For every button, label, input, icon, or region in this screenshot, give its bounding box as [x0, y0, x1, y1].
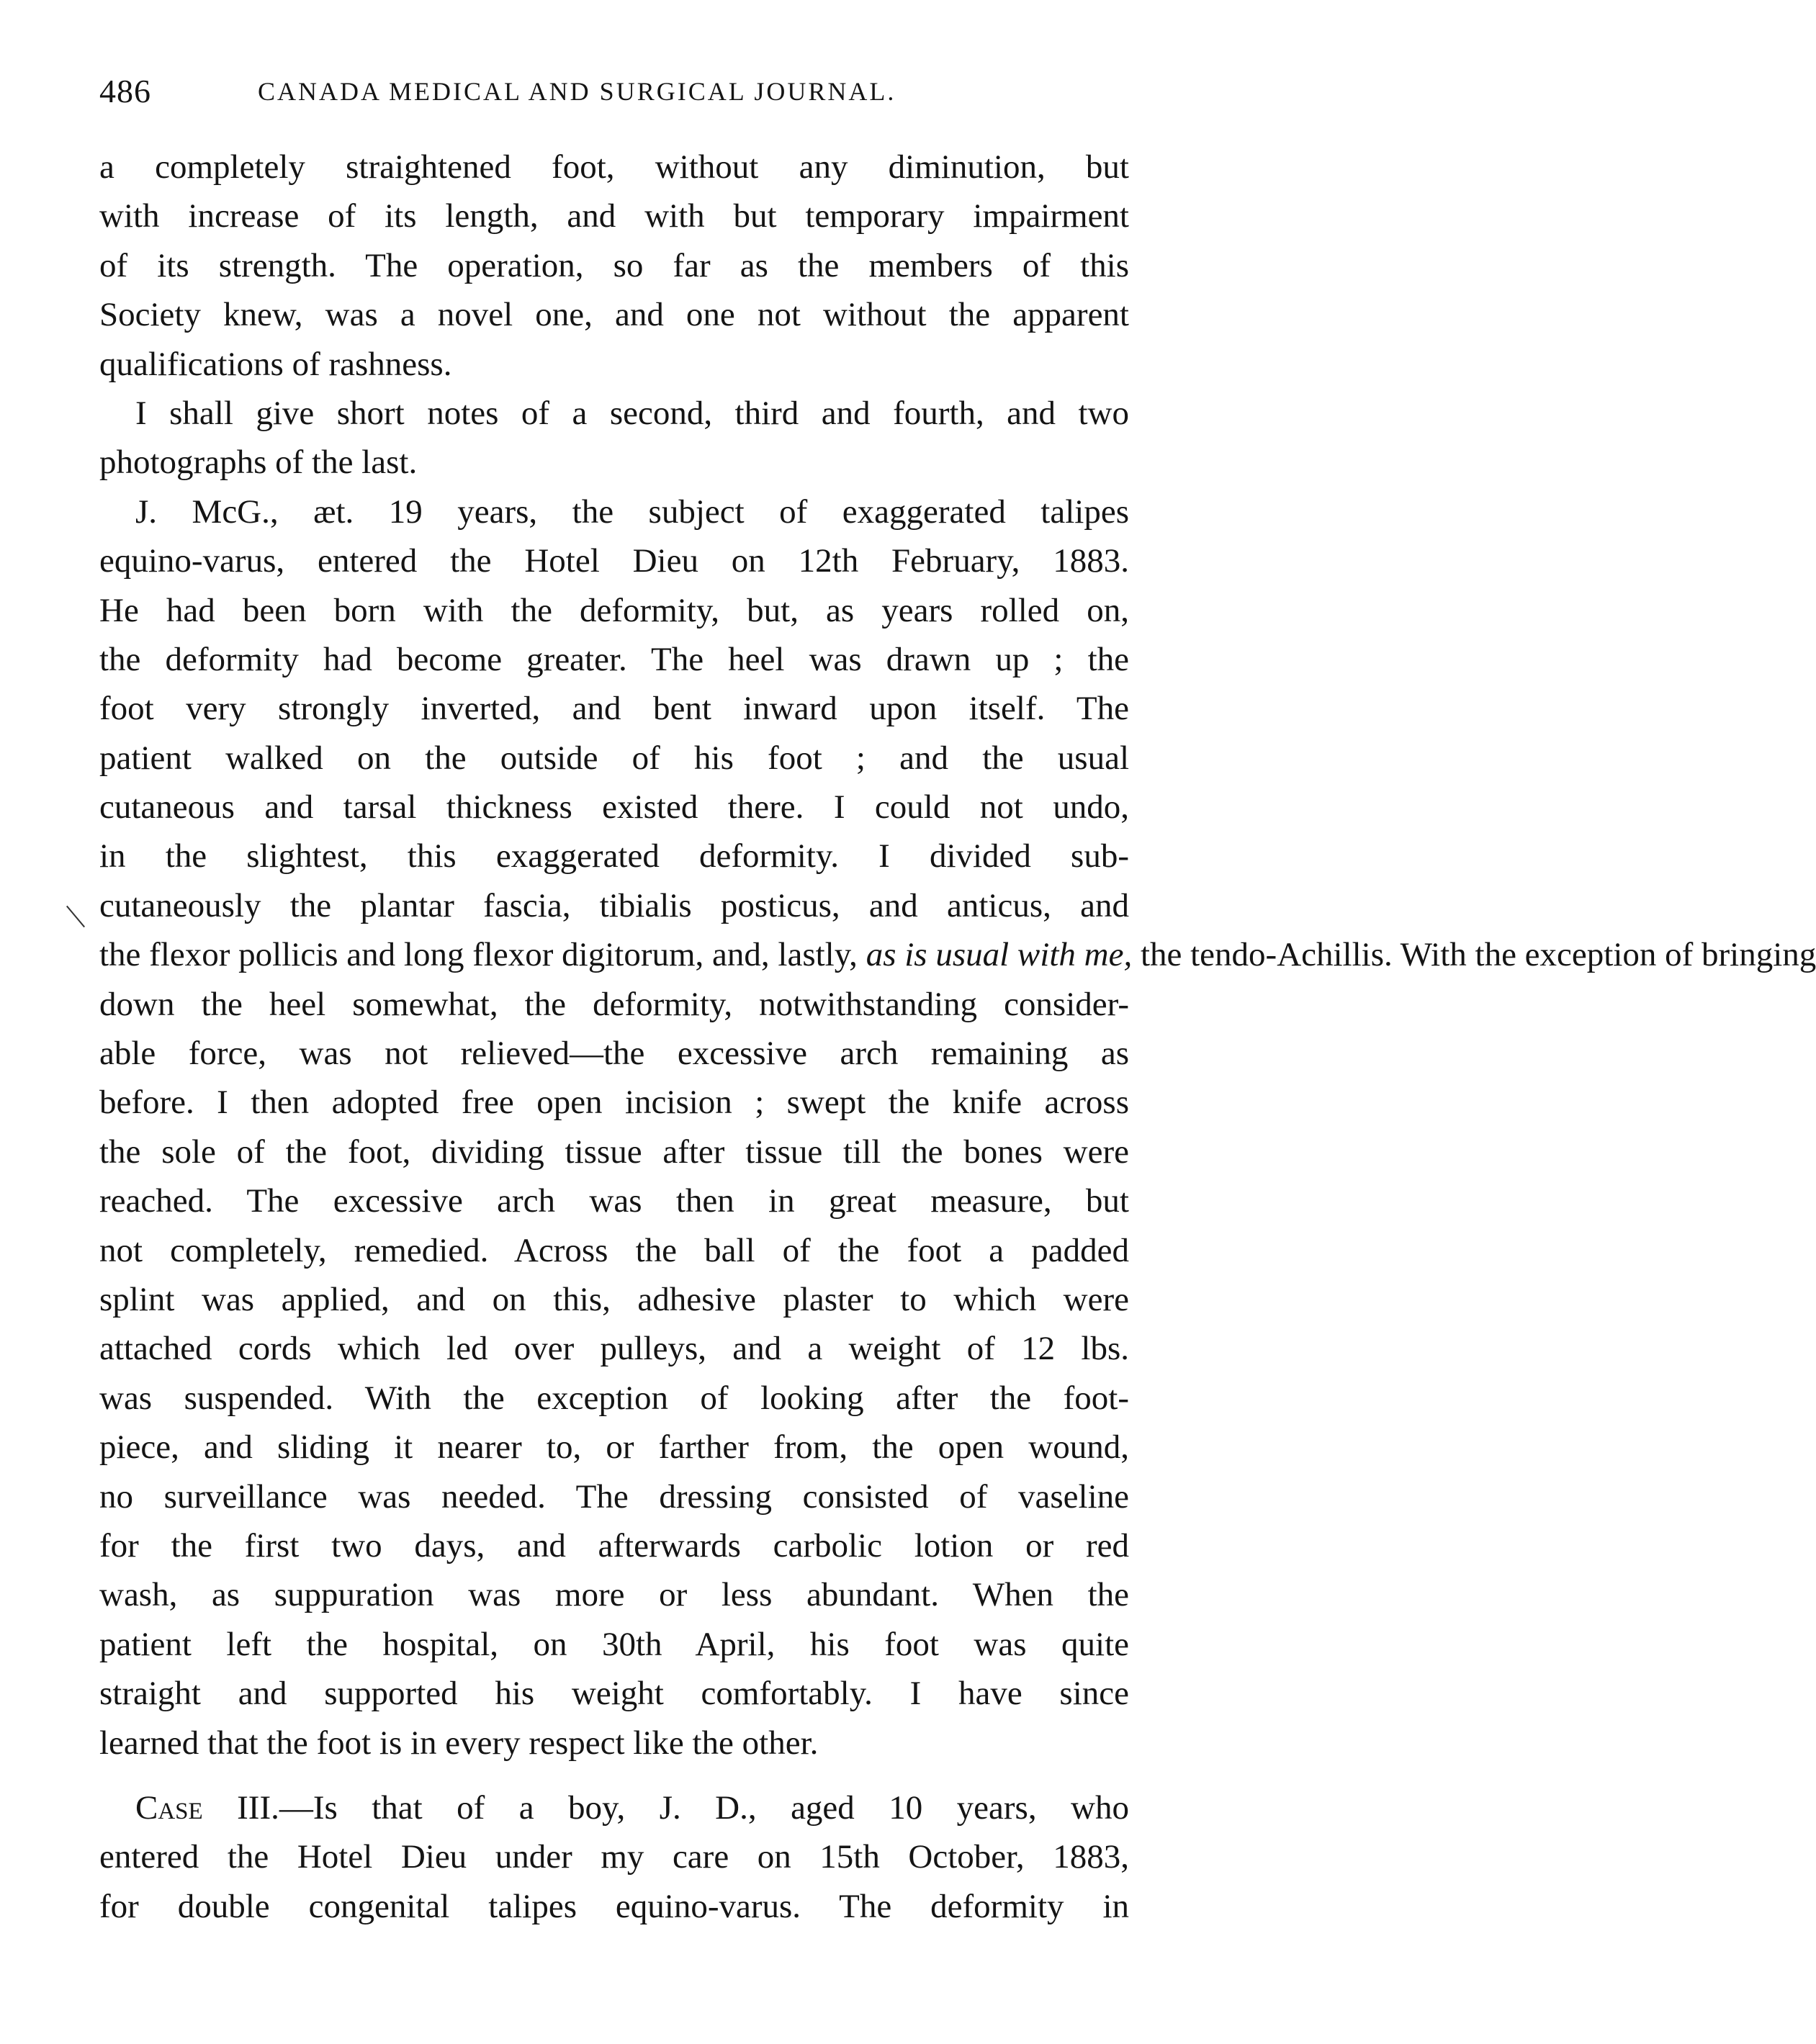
- text-line: piece, and sliding it nearer to, or farther from, the open wound,: [99, 1428, 1129, 1467]
- text-line: qualifications of rashness.: [99, 345, 452, 383]
- text-line: with increase of its length, and with but temporary impairment: [99, 197, 1129, 235]
- running-title: CANADA MEDICAL AND SURGICAL JOURNAL.: [258, 77, 896, 106]
- text-segment: the flexor pollicis and long flexor digitorum, and, lastly,: [99, 936, 858, 974]
- text-line: in the slightest, this exaggerated deformity. I divided sub-: [99, 837, 1129, 875]
- text-line: wash, as suppuration was more or less abundant. When the: [99, 1576, 1129, 1614]
- text-line: patient walked on the outside of his foot ; and the usual: [99, 739, 1129, 777]
- text-line: for the first two days, and afterwards carbolic lotion or red: [99, 1526, 1129, 1564]
- text-line: a completely straightened foot, without any diminution, but: [99, 148, 1129, 186]
- text-line: [99, 1783, 1129, 1832]
- page-number: 486: [99, 73, 151, 109]
- text-line: He had been born with the deformity, but, as years rolled on,: [99, 591, 1129, 629]
- body-text: [99, 143, 1816, 1931]
- text-segment: the tendo-Achillis. With the exception of bringing: [1132, 936, 1816, 974]
- text-line: equino-varus, entered the Hotel Dieu on 12th February, 1883.: [99, 542, 1129, 580]
- margin-mark: [66, 906, 85, 927]
- text-line: the deformity had become greater. The heel was drawn up ; the: [99, 640, 1129, 678]
- text-line: before. I then adopted free open incision ; swept the knife across: [99, 1084, 1129, 1122]
- case-label: Case III.: [135, 1788, 279, 1827]
- text-line: J. McG., æt. 19 years, the subject of exaggerated talipes: [135, 492, 1129, 531]
- text-line: straight and supported his weight comfortably. I have since: [99, 1675, 1129, 1713]
- text-line: no surveillance was needed. The dressing consisted of vaseline: [99, 1477, 1129, 1516]
- text-line: of its strength. The operation, so far as the members of this: [99, 246, 1129, 284]
- text-line: not completely, remedied. Across the ball of the foot a padded: [99, 1231, 1129, 1269]
- text-line: foot very strongly inverted, and bent inward upon itself. The: [99, 690, 1129, 728]
- text-line: entered the Hotel Dieu under my care on 15th October, 1883,: [99, 1838, 1129, 1876]
- text-line: [99, 930, 1816, 979]
- text-line: photographs of the last.: [99, 444, 418, 482]
- text-line: the sole of the foot, dividing tissue after tissue till the bones were: [99, 1133, 1129, 1171]
- text-line: able force, was not relieved—the excessive arch remaining as: [99, 1035, 1129, 1073]
- text-line: I shall give short notes of a second, third and fourth, and two: [135, 394, 1129, 432]
- text-line: Society knew, was a novel one, and one not without the apparent: [99, 296, 1129, 334]
- text-segment: —Is that of a boy, J. D., aged 10 years, who: [279, 1788, 1129, 1827]
- text-line: attached cords which led over pulleys, and a weight of 12 lbs.: [99, 1330, 1129, 1368]
- italic-phrase: as is usual with me,: [866, 936, 1133, 974]
- text-line: patient left the hospital, on 30th April, his foot was quite: [99, 1625, 1129, 1663]
- text-line: down the heel somewhat, the deformity, notwithstanding consider-: [99, 985, 1129, 1023]
- text-line: learned that the foot is in every respect like the other.: [99, 1724, 819, 1762]
- text-line: was suspended. With the exception of looking after the foot-: [99, 1379, 1129, 1417]
- text-line: cutaneously the plantar fascia, tibialis posticus, and anticus, and: [99, 886, 1129, 924]
- text-line: splint was applied, and on this, adhesive plaster to which were: [99, 1280, 1129, 1318]
- text-line: reached. The excessive arch was then in great measure, but: [99, 1182, 1129, 1220]
- text-line: cutaneous and tarsal thickness existed there. I could not undo,: [99, 788, 1129, 827]
- text-line: for double congenital talipes equino-varus. The deformity in: [99, 1887, 1129, 1925]
- page-header: [99, 72, 1129, 115]
